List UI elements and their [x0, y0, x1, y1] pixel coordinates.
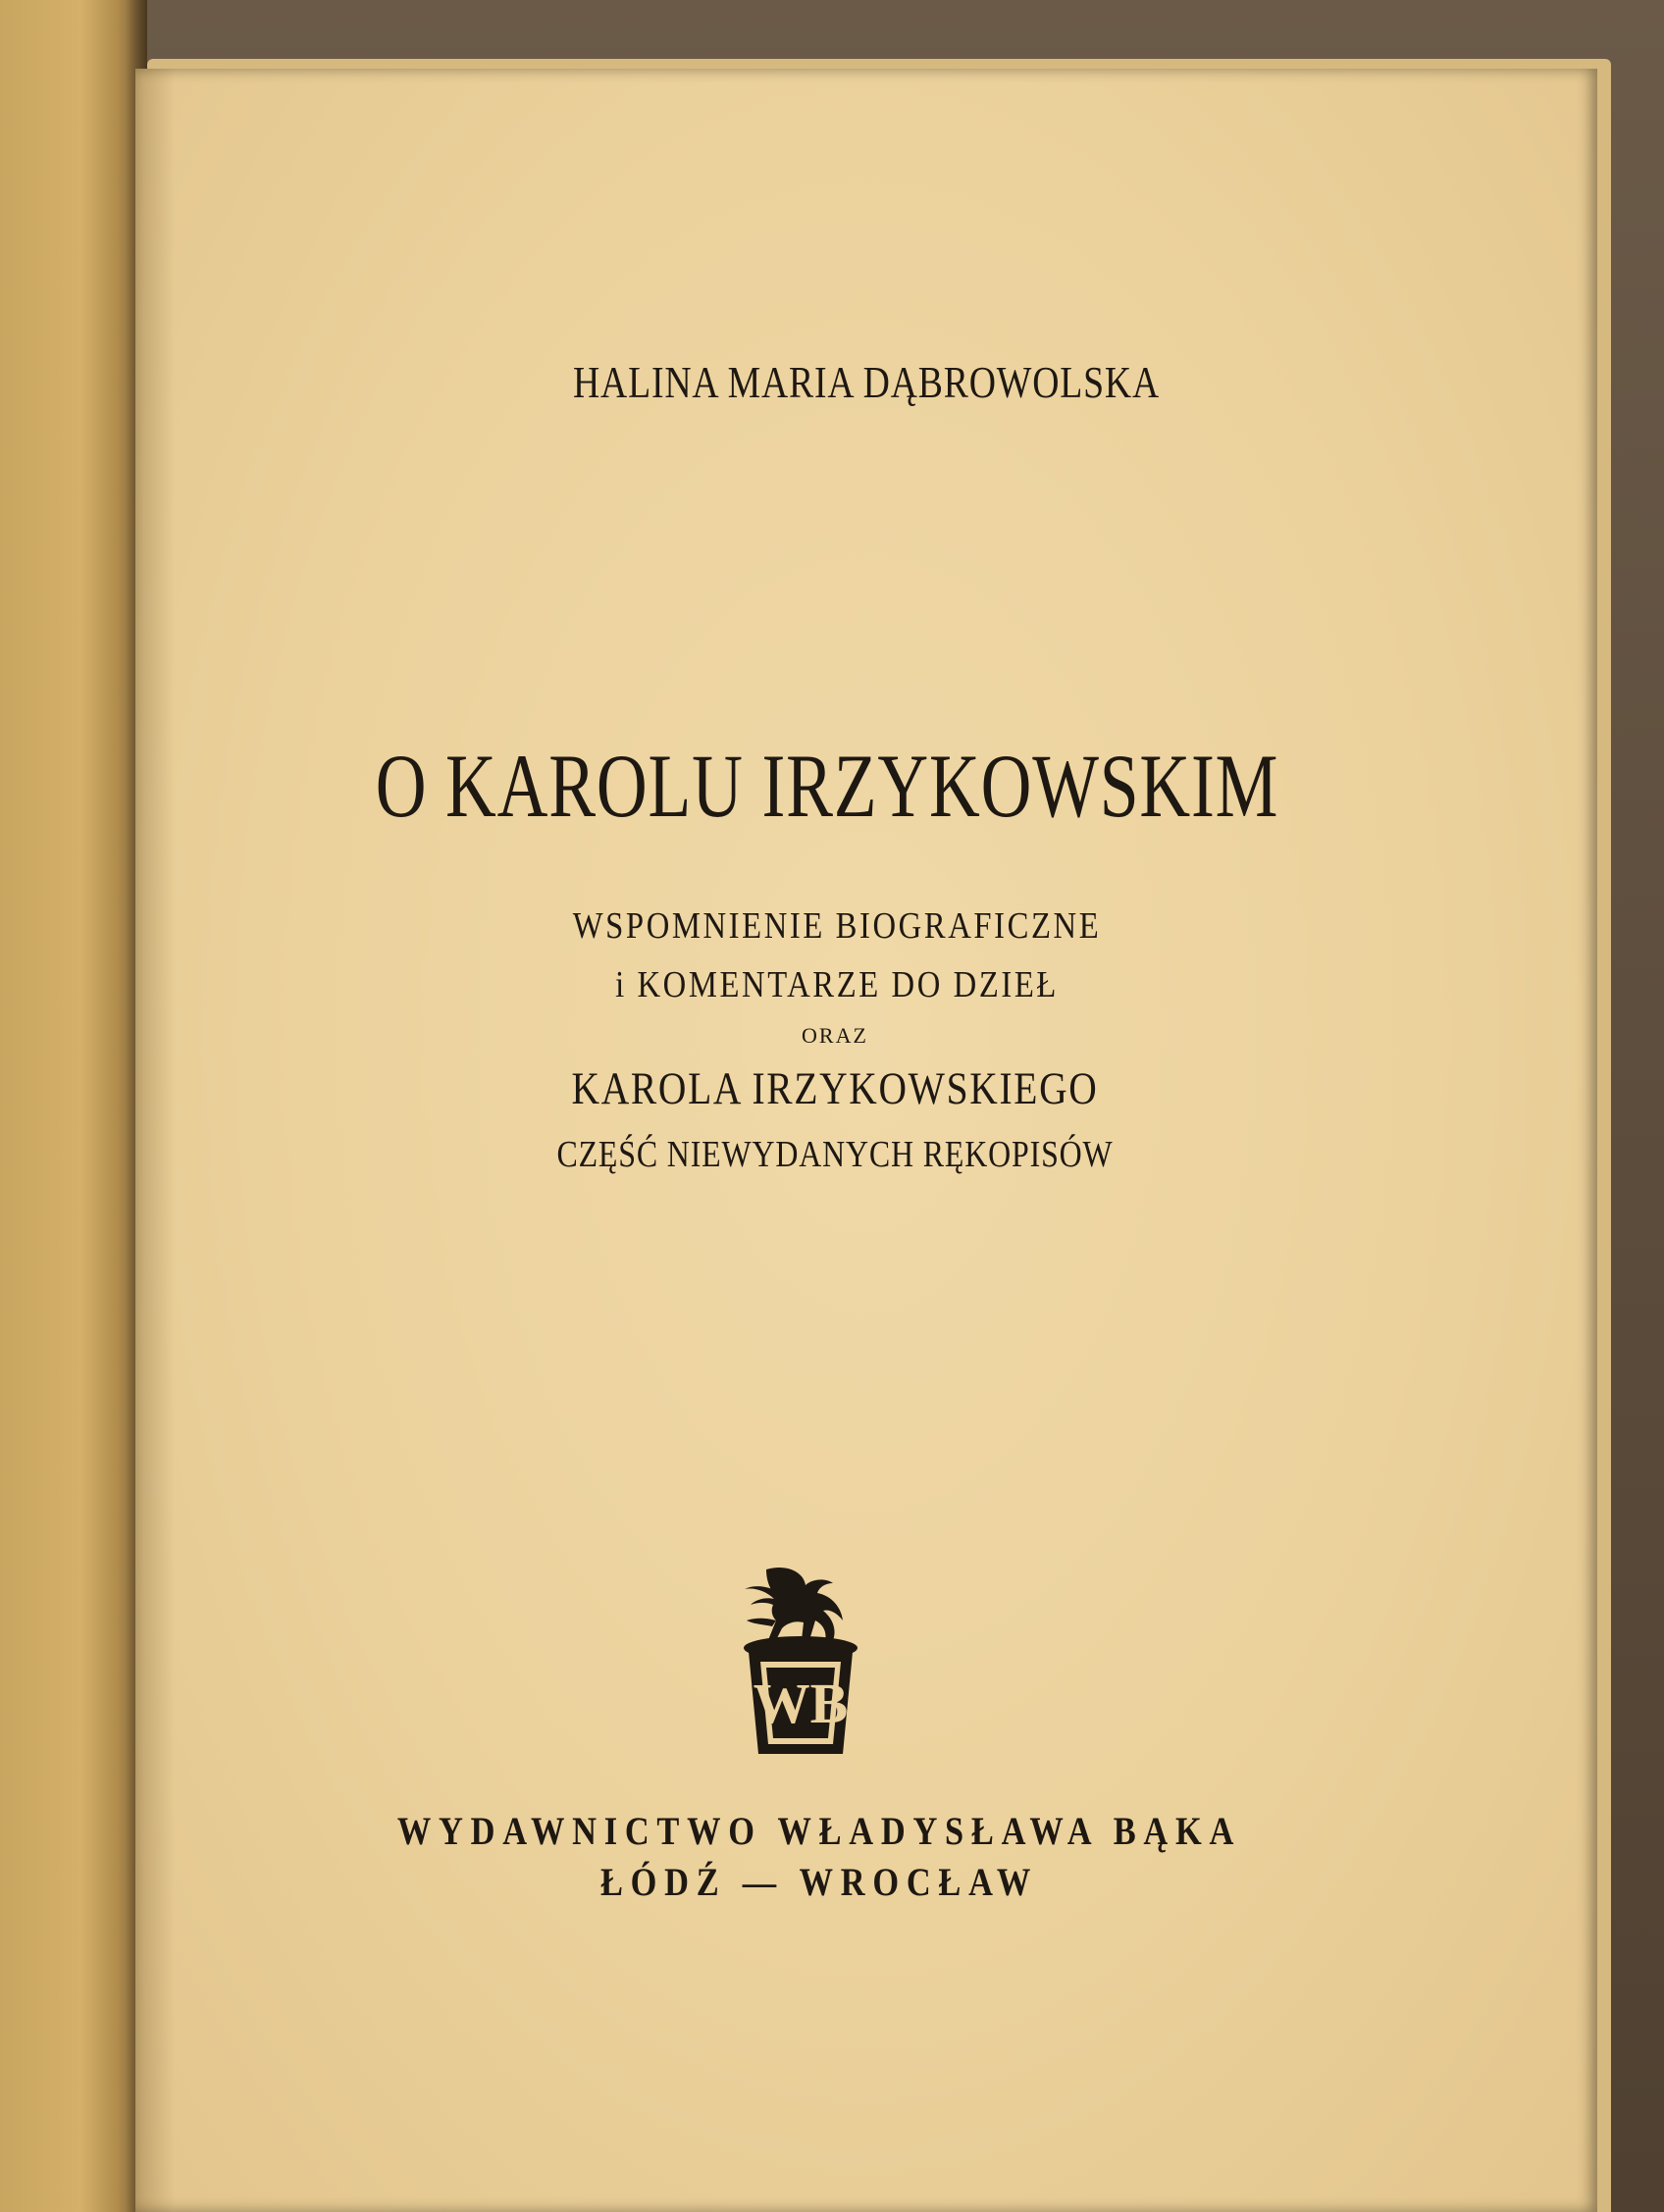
logo-monogram: WB — [753, 1672, 849, 1735]
subtitle-line-5: CZĘŚĆ NIEWYDANYCH RĘKOPISÓW — [556, 1134, 1114, 1175]
pegasus-emblem-icon — [727, 1558, 874, 1768]
subtitle-line-3: ORAZ — [802, 1023, 868, 1048]
subtitle-line-4: KAROLA IRZYKOWSKIEGO — [571, 1063, 1099, 1114]
book-title: O KAROLU IRZYKOWSKIM — [375, 736, 1279, 836]
title-page — [135, 69, 1597, 2212]
publisher-name: WYDAWNICTWO WŁADYSŁAWA BĄKA — [396, 1809, 1242, 1853]
subtitle-line-2: i KOMENTARZE DO DZIEŁ — [615, 964, 1059, 1005]
facing-page — [0, 0, 147, 2212]
publisher-place: ŁÓDŹ — WROCŁAW — [599, 1860, 1039, 1904]
subtitle-line-1: WSPOMNIENIE BIOGRAFICZNE — [572, 905, 1102, 947]
author-name: HALINA MARIA DĄBROWOLSKA — [572, 357, 1161, 407]
